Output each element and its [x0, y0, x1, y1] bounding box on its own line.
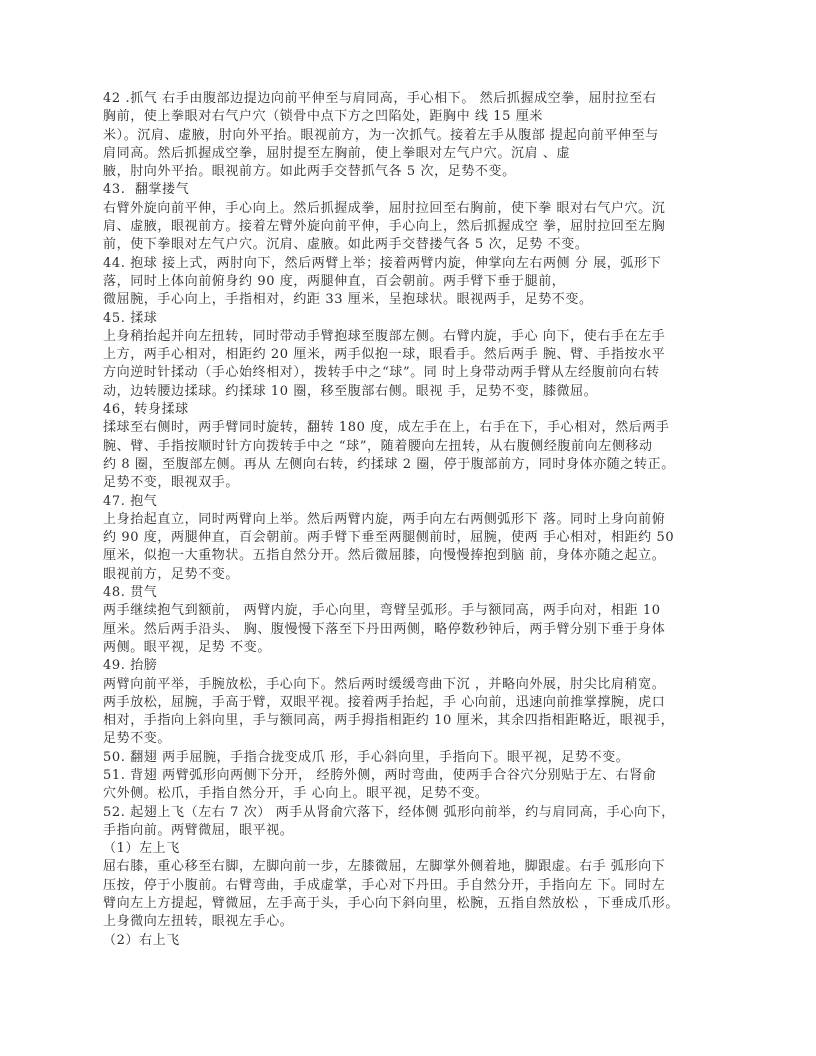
section-heading-48: 48. 贯气 [103, 585, 158, 601]
text-line: 足势不变。 [103, 731, 172, 747]
text-line: 落，同时上体向前俯身约 90 度，两腿伸直，百会朝前。两手臂下垂于腿前， [103, 273, 566, 289]
text-line: 上身抬起直立，同时两臂向上举。然后两臂内旋，两手向左右两侧弧形下 落。同时上身向前俯 [103, 511, 666, 527]
text-line: 相对，手指向上斜向里，手与额同高，两手拇指相距约 10 厘米，其余四指相距略近，眼视手， [103, 713, 675, 729]
text-line: 两侧。眼平视，足势 不变。 [103, 639, 271, 655]
section-heading-51: 51. 背翅 两臂弧形向两侧下分开， 经胯外侧，两时弯曲，使两手合谷穴分别贴于左、右肾俞 [103, 767, 657, 783]
text-line: 两手放松，屈腕，手高于臂，双眼平视。接着两手抬起，手 心向前，迅速向前推掌撑腕，虎口 [103, 694, 666, 710]
section-heading-49: 49. 抬膀 [103, 658, 158, 674]
text-line: 足势不变，眼视双手。 [103, 475, 240, 491]
section-heading-45: 45. 揉球 [103, 310, 158, 326]
text-line: 手指向前。两臂微屈，眼平视。 [103, 822, 294, 838]
text-line: 微屈腕，手心向上，手指相对，约距 33 厘米，呈抱球状。眼视两手，足势不变。 [103, 292, 593, 308]
text-line: 米）。沉肩、虚腋，肘向外平抬。眼视前方，为一次抓气。接着左手从腹部 提起向前平伸至与 [103, 127, 659, 143]
text-line: 上方，两手心相对，相距约 20 厘米，两手似抱一球，眼看手。然后两手 腕、臂、手指按水平 [103, 347, 666, 363]
section-heading-52: 52. 起翅上飞（左右 7 次） 两手从肾俞穴落下，经体侧 弧形向前举，约与肩同高，手心向下， [103, 804, 675, 820]
text-line: 两手继续抱气到额前， 两臂内旋，手心向里，弯臂呈弧形。手与额同高，两手向对，相距 10 [103, 603, 661, 619]
text-line: 约 90 度，两腿伸直，百会朝前。两手臂下垂至两腿侧前时，屈腕，使两 手心相对，相距约 50 [103, 530, 675, 546]
section-heading-47: 47. 抱气 [103, 493, 158, 509]
text-line: 穴外侧。松爪，手指自然分开，手 心向上。眼平视，足势不变。 [103, 786, 489, 802]
text-line: 肩、虚腋，眼视前方。接着左臂外旋向前平伸，手心向上，然后抓握成空 拳，屈肘拉回至左胸 [103, 219, 666, 235]
section-heading-43: 43. 翻掌搂气 [103, 182, 190, 198]
section-heading-44: 44. 抱球 接上式，两肘向下，然后两臂上举；接着两臂内旋，伸掌向左右两侧 分 展，弧形下 [103, 255, 662, 271]
subsection-heading-left-fly: （1）左上飞 [103, 841, 180, 857]
text-line: 厘米。然后两手沿头、 胸、腹慢慢下落至下丹田两侧，略停数秒钟后，两手臂分别下垂于身体 [103, 621, 666, 637]
text-line: 胸前，使上拳眼对右气户穴（锁骨中点下方之凹陷处，距胸中 线 15 厘米 [103, 109, 543, 125]
section-heading-50: 50. 翻翅 两手屈腕，手指合拢变成爪 形，手心斜向里，手指向下。眼平视，足势不变。 [103, 749, 630, 765]
text-line: 右臂外旋向前平伸，手心向上。然后抓握成拳，屈肘拉回至右胸前，使下拳 眼对右气户穴。沉 [103, 200, 666, 216]
text-line: 腋，肘向外平抬。眼视前方。如此两手交替抓气各 5 次，足势不变。 [103, 164, 516, 180]
text-line: 臂向左上方提起，臂微屈，左手高于头，手心向下斜向里，松腕，五指自然放松 ，下垂成爪形。 [103, 896, 679, 912]
text-line: 屈右膝，重心移至右脚，左脚向前一步，左膝微屈，左脚掌外侧着地，脚跟虚。右手 弧形向下 [103, 859, 666, 875]
text-line: 前，使下拳眼对左气户穴。沉肩、虚腋。如此两手交替搂气各 5 次，足势 不变。 [103, 237, 589, 253]
text-line: 上身微向左扭转，眼视左手心。 [103, 914, 294, 930]
text-line: 压按，停于小腹前。右臂弯曲，手成虚掌，手心对下丹田。手自然分开，手指向左 下。同时左 [103, 877, 666, 893]
text-line: 腕、臂、手指按顺时针方向拨转手中之 “球”，随着腰向左扭转，从右腹侧经腹前向左侧移动 [103, 438, 653, 454]
text-line: 两臂向前平举，手腕放松，手心向下。然后两时缓缓弯曲下沉 ，并略向外展，肘尖比肩稍宽。 [103, 676, 666, 692]
text-line: 眼视前方，足势不变。 [103, 566, 240, 582]
document-text-block [103, 90, 719, 950]
text-line: 肩同高。然后抓握成空拳，屈肘提至左胸前，使上拳眼对左气户穴。沉肩 、虚 [103, 145, 571, 161]
text-line: 42 .抓气 右手由腹部边提边向前平伸至与肩同高，手心相下。 然后抓握成空拳，屈肘拉至右 [103, 91, 657, 106]
text-line: 揉球至右侧时，两手臂同时旋转，翻转 180 度，成左手在上，右手在下，手心相对，然后两手 [103, 420, 670, 436]
section-heading-46: 46，转身揉球 [103, 402, 189, 418]
text-line: 厘米，似抱一大重物状。五指自然分开。然后微屈膝，向慢慢捧抱到脑 前，身体亦随之起立。 [103, 548, 666, 564]
subsection-heading-right-fly: （2）右上飞 [103, 932, 180, 948]
text-line: 动，边转腰边揉球。约揉球 10 圈，移至腹部右侧。眼视 手，足势不变，膝微屈。 [103, 383, 598, 399]
text-line: 方向逆时针揉动（手心始终相对），拨转手中之“球”。同 时上身带动两手臂从左经腹前向右转 [103, 365, 660, 381]
text-line: 约 8 圈，至腹部左侧。再从 左侧向右转，约揉球 2 圈，停于腹部前方，同时身体亦随之转正。 [103, 456, 675, 472]
text-line: 上身稍抬起并向左扭转，同时带动手臂抱球至腹部左侧。右臂内旋，手心 向下，使右手在左手 [103, 328, 666, 344]
